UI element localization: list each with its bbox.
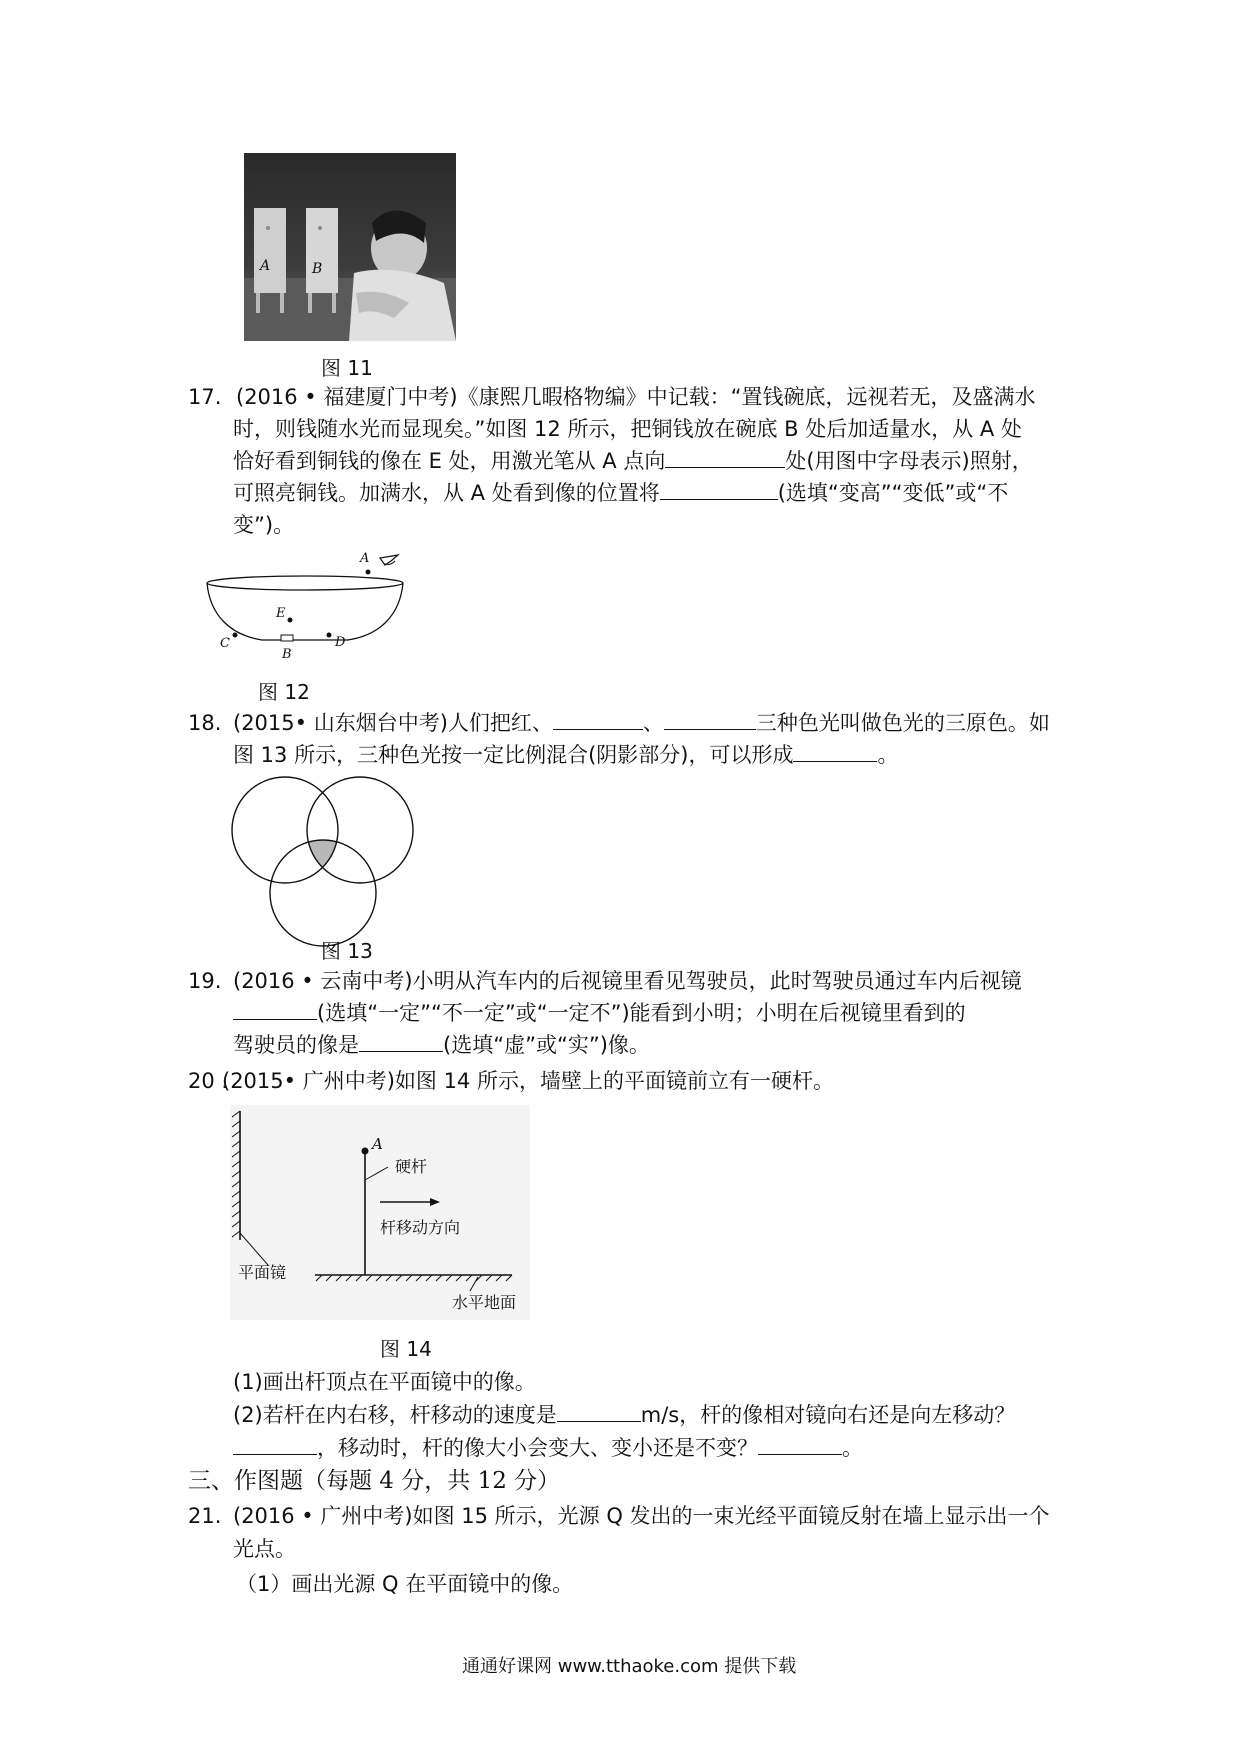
q20-sub-2-line-2 xyxy=(233,1434,863,1462)
figure-11-photo xyxy=(244,153,456,341)
fig14-label-a: A xyxy=(372,1135,383,1153)
q20-sub-2 xyxy=(233,1401,1015,1429)
q20-sub-2-part-a: (2)若杆在内右移，杆移动的速度是 xyxy=(233,1403,557,1427)
q18-blank-2[interactable] xyxy=(664,709,756,730)
q17-line-5: 变”)。 xyxy=(233,513,295,537)
q19-line-2-part-b: (选填“一定”“不一定”或“一定不”)能看到小明；小明在后视镜里看到的 xyxy=(317,1001,966,1025)
q18-line-2 xyxy=(233,741,898,769)
q20-sub-2-part-c: ，移动时，杆的像大小会变大、变小还是不变？ xyxy=(317,1436,758,1460)
q21-number: 21. xyxy=(188,1504,222,1528)
q17-blank-2[interactable] xyxy=(660,479,778,500)
q17-blank-1[interactable] xyxy=(665,447,785,468)
q18-blank-3[interactable] xyxy=(793,741,877,762)
fig14-direction-label: 杆移动方向 xyxy=(380,1218,461,1237)
fig12-label-a: A xyxy=(360,551,370,566)
figure-12-diagram xyxy=(200,545,410,665)
fig14-rod-label: 硬杆 xyxy=(395,1157,428,1176)
figure-13-diagram xyxy=(228,775,418,955)
fig12-label-e: E xyxy=(276,606,286,621)
q20-sub-2-part-d: 。 xyxy=(842,1436,863,1460)
q18-line-1-sep: 、 xyxy=(642,711,664,735)
q19-blank-1[interactable] xyxy=(233,999,317,1020)
q19-line-2 xyxy=(233,999,966,1027)
figure-12 xyxy=(200,545,410,665)
q20-blank-2[interactable] xyxy=(233,1434,317,1455)
fig12-label-b: B xyxy=(282,647,292,662)
fig11-label-b: B xyxy=(312,261,323,277)
fig11-label-a: A xyxy=(260,258,271,274)
q20-blank-3[interactable] xyxy=(758,1434,842,1455)
q17-line-3 xyxy=(233,447,1033,475)
q17-line-4-part-a: 可照亮铜钱。加满水，从 A 处看到像的位置将 xyxy=(233,481,660,505)
fig12-label-d: D xyxy=(335,635,346,650)
q17-line-4-part-b: (选填“变高”“变低”或“不 xyxy=(777,481,1009,505)
q20-blank-1[interactable] xyxy=(557,1401,641,1422)
q20-line-1: (2015• 广州中考)如图 14 所示，墙壁上的平面镜前立有一硬杆。 xyxy=(222,1069,834,1093)
figure-12-caption: 图 12 xyxy=(258,680,310,704)
q18-line-1-part-b: 三种色光叫做色光的三原色。如 xyxy=(755,711,1050,735)
q18-line-2-part-a: 图 13 所示，三种色光按一定比例混合(阴影部分)，可以形成 xyxy=(233,743,794,767)
q17-line-3-part-b: 处(用图中字母表示)照射， xyxy=(785,449,1033,473)
figure-13-caption: 图 13 xyxy=(321,939,373,963)
q18-line-1 xyxy=(233,709,1050,737)
q17-line-1: (2016 • 福建厦门中考)《康熙几暇格物编》中记载：“置钱碗底，远视若无，及盛满水 xyxy=(236,385,1036,409)
figure-14-caption: 图 14 xyxy=(380,1337,432,1361)
rod-top-point xyxy=(362,1148,369,1155)
fig14-ground-label: 水平地面 xyxy=(452,1293,517,1312)
fig14-mirror-label: 平面镜 xyxy=(238,1263,287,1282)
q18-number: 18. xyxy=(188,711,222,735)
q20-number: 20 . xyxy=(188,1069,229,1093)
q19-line-3 xyxy=(233,1031,650,1059)
q17-line-2: 时，则钱随水光而显现矣。”如图 12 所示，把铜钱放在碗底 B 处后加适量水，从 A 处 xyxy=(233,417,1022,441)
q19-number: 19. xyxy=(188,969,222,993)
q20-sub-1: (1)画出杆顶点在平面镜中的像。 xyxy=(233,1370,536,1394)
q17-line-4 xyxy=(233,479,1008,507)
q21-sub-1: （1）画出光源 Q 在平面镜中的像。 xyxy=(236,1572,574,1596)
figure-11 xyxy=(244,153,456,341)
circle-2 xyxy=(307,777,413,883)
q18-line-2-part-b: 。 xyxy=(877,743,899,767)
q19-line-3-part-b: (选填“虚”或“实”)像。 xyxy=(443,1033,650,1057)
q19-line-3-part-a: 驾驶员的像是 xyxy=(233,1033,359,1057)
q18-blank-1[interactable] xyxy=(553,709,643,730)
section-3-title: 三、作图题（每题 4 分，共 12 分） xyxy=(188,1468,561,1494)
figure-13 xyxy=(228,775,418,955)
q20-sub-2-part-b: m/s，杆的像相对镜向右还是向左移动？ xyxy=(640,1403,1016,1427)
q21-line-1: (2016 • 广州中考)如图 15 所示，光源 Q 发出的一束光经平面镜反射在墙上显示出一个 xyxy=(233,1504,1050,1528)
q17-line-3-part-a: 恰好看到铜钱的像在 E 处，用激光笔从 A 点向 xyxy=(233,449,666,473)
q19-blank-2[interactable] xyxy=(359,1031,443,1052)
q18-line-1-part-a: (2015• 山东烟台中考)人们把红、 xyxy=(233,711,553,735)
eye-icon xyxy=(380,555,398,565)
fig12-label-c: C xyxy=(220,636,230,651)
figure-14-diagram xyxy=(230,1105,530,1320)
q21-line-2: 光点。 xyxy=(233,1537,296,1561)
page-footer: 通通好课网 www.tthaoke.com 提供下载 xyxy=(462,1656,797,1677)
q17-number: 17. xyxy=(188,385,222,409)
figure-14 xyxy=(230,1105,530,1320)
figure-11-caption: 图 11 xyxy=(321,356,373,380)
q19-line-1: (2016 • 云南中考)小明从汽车内的后视镜里看见驾驶员，此时驾驶员通过车内后视镜 xyxy=(233,969,1022,993)
